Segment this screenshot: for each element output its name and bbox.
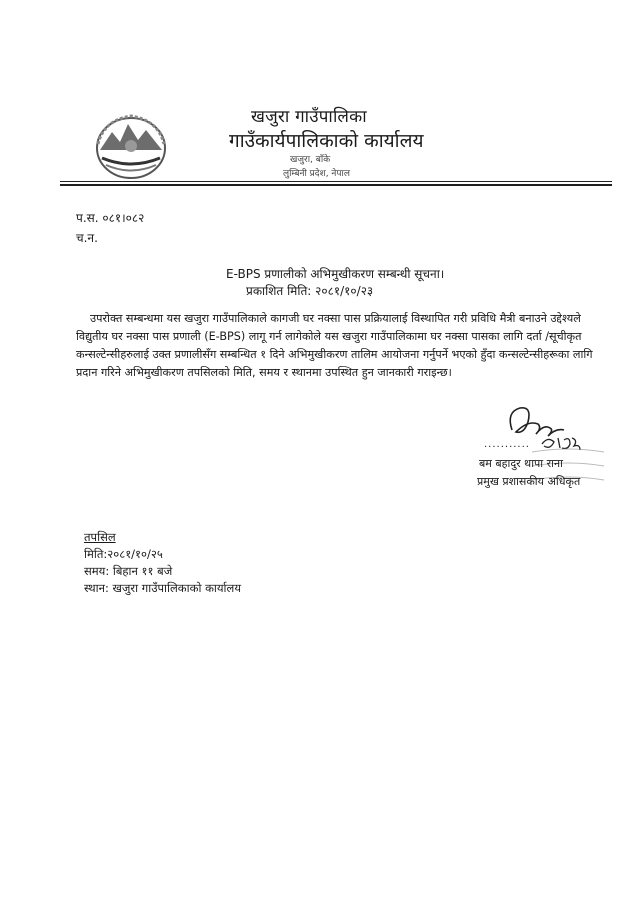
office-province: लुम्बिनी प्रदेश, नेपाल bbox=[283, 169, 350, 179]
details-heading: तपसिल bbox=[84, 530, 116, 544]
notice-subject: E-BPS प्रणालीको अभिमुखीकरण सम्बन्धी सूचना। bbox=[226, 267, 445, 281]
signatory-name: बम बहादुर थापा राना bbox=[479, 457, 563, 470]
chalani-number: च.न. bbox=[76, 231, 98, 245]
published-date: प्रकाशित मिति: २०८१/१०/२३ bbox=[246, 284, 374, 298]
details-date: मिति:२०८१/१०/२५ bbox=[84, 547, 163, 561]
office-location: खजुरा, बाँके bbox=[290, 155, 331, 165]
details-time: समय: बिहान ११ बजे bbox=[84, 564, 173, 578]
header-divider-thick bbox=[60, 184, 612, 186]
org-name: खजुरा गाउँपालिका bbox=[251, 107, 367, 127]
signature-dots: ........... bbox=[484, 439, 530, 450]
nepal-emblem-icon bbox=[92, 110, 170, 184]
details-place: स्थान: खजुरा गाउँपालिकाको कार्यालय bbox=[84, 581, 242, 595]
patra-sankhya: प.स. ०८१।०८२ bbox=[76, 211, 145, 225]
signatory-title: प्रमुख प्रशासकीय अधिकृत bbox=[477, 475, 581, 488]
office-name: गाउँकार्यपालिकाको कार्यालय bbox=[229, 130, 424, 152]
header-divider bbox=[60, 181, 612, 182]
notice-body: उपरोक्त सम्बन्धमा यस खजुरा गाउँपालिकाले कागजी घर नक्सा पास प्रक्रियालाई विस्थापित गरी प्रविधि मैत्री बनाउने उद्देश्यले विद्युतीय घर नक्सा पास प्रणाली (E-BPS) लागू गर्न लागेकोले यस खजुरा गाउँपालिकामा घर नक्सा पासका लागि दर्ता /सूचीकृत कन्सल्टेन्सीहरुलाई उक्त प्रणालीसँग सम्बन्धित १ दिने अभिमुखीकरण तालिम आयोजना गर्नुपर्ने भएको हुँदा कन्सल्टेन्सीहरूका लागि प्रदान गरिने अभिमुखीकरण तपसिलको मिति, समय र स्थानमा उपस्थित हुन जानकारी गराइन्छ। bbox=[76, 312, 593, 379]
